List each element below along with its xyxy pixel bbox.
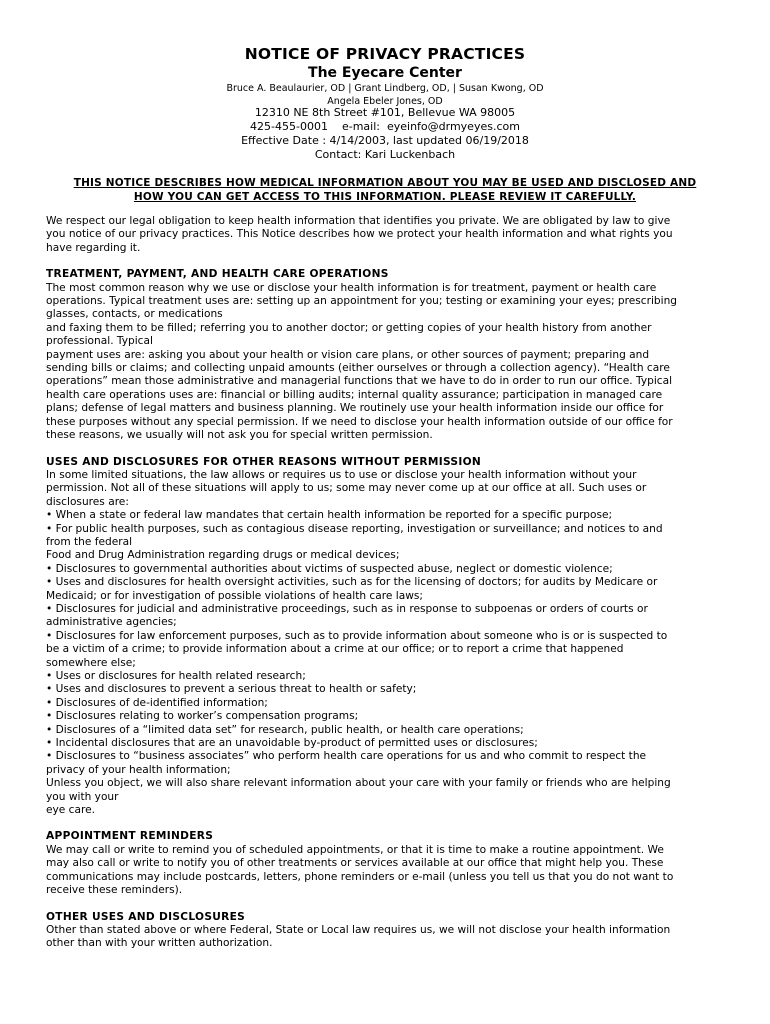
uses-paragraph: In some limited situations, the law allows or requires us to use or disclose your health information without your permission. Not all of these situations will apply to us; some may never come up at our office at all. Such uses or disclosures are: • When a state or federal law mandates that certain health information be reported for a specific purpose; • For public health purposes, such as contagious disease reporting, investigation or surveillance; and notices to and from the federal Food and Drug Administration regarding drugs or medical devices; • Disclosures to governmental authorities about victims of suspected abuse, neglect or domestic violence; • Uses and disclosures for health oversight activities, such as for the licensing of doctors; for audits by Medicare or Medicaid; or for investigation of possible violations of health care laws; • Disclosures for judicial and administrative proceedings, such as in response to subpoenas or orders of courts or administrative agencies; • Disclosures for law enforcement purposes, such as to provide information about someone who is or is suspected to be a victim of a crime; to provide information about a crime at our office; or to report a crime that happened somewhere else; • Uses or disclosures for health related research; • Uses and disclosures to prevent a serious threat to health or safety; • Disclosures of de-identified information; • Disclosures relating to worker’s compensation programs; • Disclosures of a “limited data set” for research, public health, or health care operations; • Incidental disclosures that are an unavoidable by-product of permitted uses or disclosures; • Disclosures to “business associates” who perform health care operations for us and who commit to respect the privacy of your health information; Unless you object, we will also share relevant information about your care with your family or friends who are helping you with your eye care. xyxy=(46,468,671,817)
street-address: 12310 NE 8th Street #101, Bellevue WA 98005 xyxy=(254,106,516,119)
doctors-line-2: Angela Ebeler Jones, OD xyxy=(327,95,443,107)
effective-date: Effective Date : 4/14/2003, last updated 06/19/2018 xyxy=(241,134,529,147)
other-uses-paragraph: Other than stated above or where Federal, State or Local law requires us, we will not disclose your health information other than with your written authorization. xyxy=(46,923,671,950)
notice-banner xyxy=(40,177,730,204)
doctors-list xyxy=(0,83,770,108)
phone-email: 425-455-0001 e-mail: eyeinfo@drmyeyes.com xyxy=(250,120,520,133)
document-title: NOTICE OF PRIVACY PRACTICES xyxy=(244,45,526,63)
uses-heading: USES AND DISCLOSURES FOR OTHER REASONS WITHOUT PERMISSION xyxy=(46,455,482,468)
treatment-heading: TREATMENT, PAYMENT, AND HEALTH CARE OPERATIONS xyxy=(46,268,389,281)
doctors-line-1: Bruce A. Beaulaurier, OD | Grant Lindberg, OD, | Susan Kwong, OD xyxy=(226,83,544,94)
treatment-paragraph: The most common reason why we use or disclose your health information is for treatment, payment or health care operations. Typical treatment uses are: setting up an appointment for you; testing or examining your eyes; prescribing glasses, contacts, or medications and faxing them to be filled; referring you to another doctor; or getting copies of your health history from another professional. Typical payment uses are: asking you about your health or vision care plans, or other sources of payment; preparing and sending bills or claims; and collecting unpaid amounts (either ourselves or through a collection agency). “Health care operations” mean those administrative and managerial functions that we have to do in order to run our office. Typical health care operations uses are: financial or billing audits; internal quality assurance; participation in managed care plans; defense of legal matters and business planning. We routinely use your health information inside our office for these purposes without any special permission. If we need to disclose your health information outside of our office for these reasons, we usually will not ask you for special written permission. xyxy=(46,281,678,442)
document-body xyxy=(46,215,728,951)
appointment-heading: APPOINTMENT REMINDERS xyxy=(46,830,214,843)
intro-paragraph: We respect our legal obligation to keep health information that identifies you private. We are obligated by law to give you notice of our privacy practices. This Notice describes how we protect your health information and what rights you have regarding it. xyxy=(46,215,673,254)
appointment-paragraph: We may call or write to remind you of scheduled appointments, or that it is time to make a routine appointment. We may also call or write to notify you of other treatments or services available at our office that might help you. These communications may include postcards, letters, phone reminders or e-mail (unless you tell us that you do not want to receive these reminders). xyxy=(46,843,674,897)
notice-line-2: HOW YOU CAN GET ACCESS TO THIS INFORMATION. PLEASE REVIEW IT CAREFULLY. xyxy=(133,190,637,203)
contact-person: Contact: Kari Luckenbach xyxy=(314,148,456,161)
notice-line-1: THIS NOTICE DESCRIBES HOW MEDICAL INFORMATION ABOUT YOU MAY BE USED AND DISCLOSED AND xyxy=(73,177,697,189)
other-uses-heading: OTHER USES AND DISCLOSURES xyxy=(46,910,246,923)
contact-block xyxy=(0,106,770,162)
practice-name: The Eyecare Center xyxy=(308,65,462,81)
